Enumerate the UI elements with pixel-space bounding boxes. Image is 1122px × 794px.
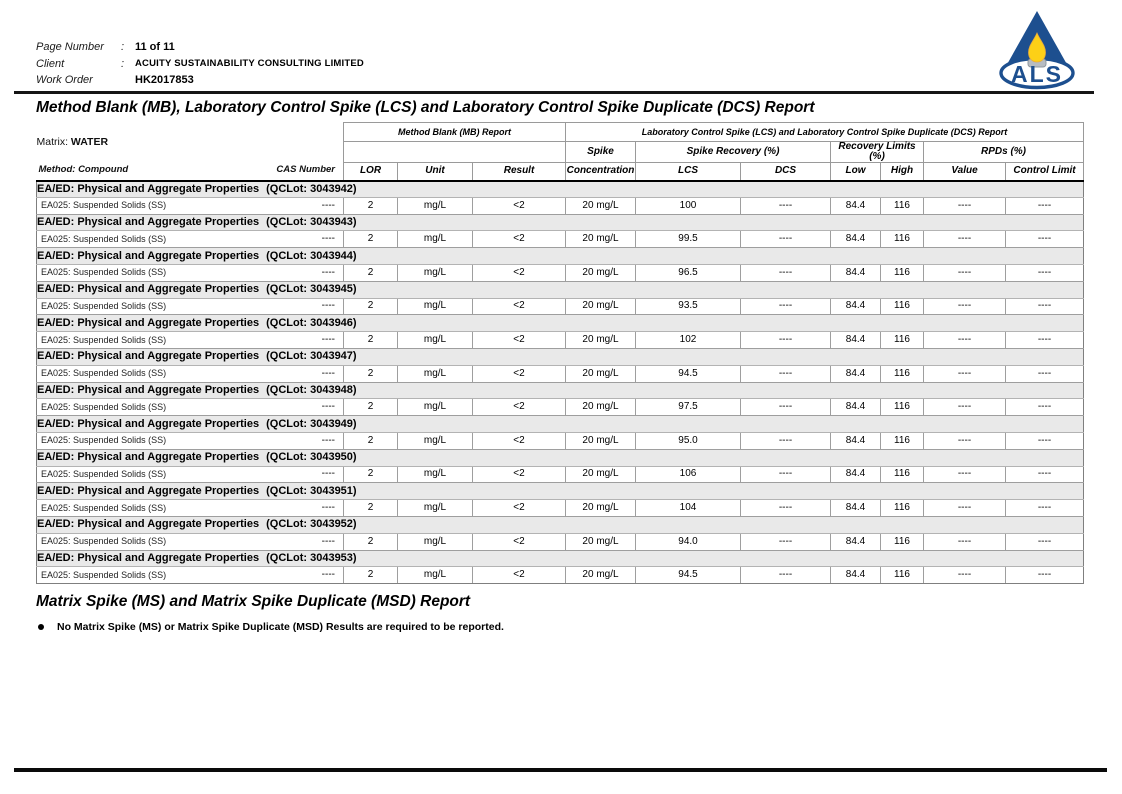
lor-value: 2 [344,567,398,584]
dcs-recovery-value: ---- [741,432,831,449]
qc-group-header-row [37,449,1084,466]
rpd-value: ---- [924,231,1006,248]
recovery-limit-low-value: 84.4 [831,567,881,584]
result-value: <2 [473,264,566,281]
spike-concentration-value: 20 mg/L [566,298,636,315]
qc-group-header-cell [37,214,1084,231]
lor-value: 2 [344,533,398,550]
unit-value: mg/L [398,466,473,483]
qc-group-header-row [37,214,1084,231]
result-value: <2 [473,197,566,214]
qc-group-header-cell [37,315,1084,332]
ms-report-bullet-text: No Matrix Spike (MS) or Matrix Spike Duplicate (MSD) Results are required to be reported. [57,621,504,633]
col-group-rpds: RPDs (%) [924,142,1084,163]
compound-name: EA025: Suspended Solids (SS) [41,368,167,379]
result-value: <2 [473,332,566,349]
unit-value: mg/L [398,533,473,550]
compound-name: EA025: Suspended Solids (SS) [41,536,167,547]
matrix-value: WATER [70,136,109,149]
recovery-limit-high-value: 116 [881,231,924,248]
compound-cell [37,533,344,550]
col-header-dcs: DCS [741,163,831,181]
header-field-separator: : [121,57,125,70]
unit-value: mg/L [398,365,473,382]
qc-group-header-row [37,348,1084,365]
dcs-recovery-value: ---- [741,466,831,483]
qc-lot-number: (QCLot: 3043952) [266,518,357,531]
compound-name: EA025: Suspended Solids (SS) [41,435,167,446]
rpd-value: ---- [924,567,1006,584]
rpd-value: ---- [924,466,1006,483]
recovery-limit-high-value: 116 [881,365,924,382]
spike-concentration-value: 20 mg/L [566,500,636,517]
rpd-control-limit-value: ---- [1006,197,1084,214]
recovery-limit-high-value: 116 [881,332,924,349]
analyte-row [37,466,1084,483]
result-value: <2 [473,399,566,416]
rpd-value: ---- [924,298,1006,315]
recovery-limit-high-value: 116 [881,432,924,449]
col-header-high: High [881,163,924,181]
compound-cell [37,197,344,214]
rpd-control-limit-value: ---- [1006,567,1084,584]
cas-number-value: ---- [321,569,335,581]
compound-cell [37,399,344,416]
qc-group-title: EA/ED: Physical and Aggregate Properties [37,417,260,430]
qc-group-header-row [37,416,1084,433]
cas-number-value: ---- [321,401,335,413]
lor-value: 2 [344,231,398,248]
rpd-value: ---- [924,197,1006,214]
col-header-lor: LOR [344,163,398,181]
compound-name: EA025: Suspended Solids (SS) [41,569,167,580]
qc-table-body [37,181,1084,584]
lor-value: 2 [344,365,398,382]
work-order-value: HK2017853 [135,74,194,87]
ms-report-bullet-item [38,621,504,633]
compound-name: EA025: Suspended Solids (SS) [41,300,167,311]
lor-value: 2 [344,466,398,483]
lcs-recovery-value: 97.5 [636,399,741,416]
analyte-row [37,332,1084,349]
lor-value: 2 [344,500,398,517]
dcs-recovery-value: ---- [741,500,831,517]
qc-table-wrap [36,122,1084,584]
lor-value: 2 [344,432,398,449]
header-field-separator: : [121,41,125,54]
lor-value: 2 [344,197,398,214]
qc-group-header-cell [37,348,1084,365]
recovery-limit-low-value: 84.4 [831,432,881,449]
spike-concentration-value: 20 mg/L [566,264,636,281]
rpd-value: ---- [924,365,1006,382]
rpd-value: ---- [924,332,1006,349]
compound-name: EA025: Suspended Solids (SS) [41,468,167,479]
recovery-limit-low-value: 84.4 [831,231,881,248]
lor-value: 2 [344,298,398,315]
recovery-limit-low-value: 84.4 [831,466,881,483]
recovery-limit-low-value: 84.4 [831,197,881,214]
col-group-spike-recovery: Spike Recovery (%) [636,142,831,163]
dcs-recovery-value: ---- [741,231,831,248]
recovery-limit-high-value: 116 [881,500,924,517]
qc-table-header [37,123,1084,181]
lcs-recovery-value: 95.0 [636,432,741,449]
header-field-label: Work Order [36,74,93,87]
spike-concentration-value: 20 mg/L [566,432,636,449]
qc-group-header-row [37,181,1084,198]
compound-cell [37,298,344,315]
unit-value: mg/L [398,432,473,449]
header-field-label: Page Number [36,41,104,54]
analyte-row [37,399,1084,416]
dcs-recovery-value: ---- [741,197,831,214]
recovery-limit-high-value: 116 [881,533,924,550]
cas-number-value: ---- [321,266,335,278]
compound-cell [37,365,344,382]
lcs-recovery-value: 102 [636,332,741,349]
dcs-recovery-value: ---- [741,365,831,382]
spike-concentration-value: 20 mg/L [566,567,636,584]
cas-number-value: ---- [321,502,335,514]
dcs-recovery-value: ---- [741,399,831,416]
cas-number-value: ---- [321,468,335,480]
lcs-recovery-value: 99.5 [636,231,741,248]
compound-cell [37,500,344,517]
lcs-recovery-value: 94.0 [636,533,741,550]
recovery-limit-high-value: 116 [881,197,924,214]
dcs-recovery-value: ---- [741,298,831,315]
result-value: <2 [473,365,566,382]
compound-cell [37,332,344,349]
qc-group-header-row [37,248,1084,265]
qc-group-title: EA/ED: Physical and Aggregate Properties [37,249,260,262]
rpd-control-limit-value: ---- [1006,231,1084,248]
dcs-recovery-value: ---- [741,567,831,584]
qc-group-title: EA/ED: Physical and Aggregate Properties [37,215,260,228]
analyte-row [37,432,1084,449]
qc-lot-number: (QCLot: 3043951) [266,484,357,497]
qc-lot-number: (QCLot: 3043948) [266,383,357,396]
qc-group-header-cell [37,181,1084,198]
bullet-icon [38,624,44,630]
recovery-limit-high-value: 116 [881,264,924,281]
header-rule [14,91,1094,94]
rpd-control-limit-value: ---- [1006,533,1084,550]
qc-group-header-row [37,382,1084,399]
qc-group-header-row [37,315,1084,332]
compound-cell [37,567,344,584]
report-title: Method Blank (MB), Laboratory Control Spike (LCS) and Laboratory Control Spike Duplicate (DCS) Report [36,99,815,116]
dcs-recovery-value: ---- [741,264,831,281]
rpd-value: ---- [924,264,1006,281]
analyte-row [37,365,1084,382]
page-header [36,39,364,89]
col-header-cas-number: CAS Number [276,164,335,176]
cas-number-value: ---- [321,233,335,245]
qc-group-header-row [37,516,1084,533]
compound-name: EA025: Suspended Solids (SS) [41,233,167,244]
qc-group-title: EA/ED: Physical and Aggregate Properties [37,283,260,296]
lcs-recovery-value: 106 [636,466,741,483]
rpd-control-limit-value: ---- [1006,332,1084,349]
qc-group-header-cell [37,483,1084,500]
spike-concentration-value: 20 mg/L [566,365,636,382]
recovery-limit-high-value: 116 [881,466,924,483]
compound-cell [37,432,344,449]
unit-value: mg/L [398,298,473,315]
col-group-mb-report: Method Blank (MB) Report [344,123,566,142]
recovery-limit-low-value: 84.4 [831,500,881,517]
qc-lot-number: (QCLot: 3043953) [266,551,357,564]
als-logo-text: ALS [1011,61,1063,87]
spike-concentration-value: 20 mg/L [566,231,636,248]
unit-value: mg/L [398,399,473,416]
client-value: ACUITY SUSTAINABILITY CONSULTING LIMITED [135,58,364,70]
compound-cell [37,466,344,483]
cas-number-value: ---- [321,434,335,446]
cas-number-value: ---- [321,334,335,346]
analyte-row [37,533,1084,550]
lor-value: 2 [344,399,398,416]
rpd-value: ---- [924,533,1006,550]
recovery-limit-high-value: 116 [881,298,924,315]
qc-group-header-row [37,550,1084,567]
qc-lot-number: (QCLot: 3043943) [266,215,357,228]
matrix-line [37,123,344,163]
compound-cell [37,231,344,248]
qc-lot-number: (QCLot: 3043950) [266,451,357,464]
analyte-row [37,264,1084,281]
rpd-control-limit-value: ---- [1006,432,1084,449]
compound-cas-header [37,163,344,181]
recovery-limit-low-value: 84.4 [831,399,881,416]
qc-group-title: EA/ED: Physical and Aggregate Properties [37,518,260,531]
page-number-value: 11 of 11 [135,41,175,54]
lcs-recovery-value: 94.5 [636,567,741,584]
compound-cell [37,264,344,281]
compound-name: EA025: Suspended Solids (SS) [41,267,167,278]
col-header-compound: Method: Compound [38,164,129,176]
qc-group-header-cell [37,382,1084,399]
unit-value: mg/L [398,264,473,281]
qc-group-header-cell [37,516,1084,533]
als-logo [997,9,1077,91]
analyte-row [37,197,1084,214]
spike-concentration-value: 20 mg/L [566,332,636,349]
lcs-recovery-value: 104 [636,500,741,517]
recovery-limit-low-value: 84.4 [831,533,881,550]
cas-number-value: ---- [321,300,335,312]
qc-group-header-cell [37,550,1084,567]
result-value: <2 [473,298,566,315]
lor-value: 2 [344,332,398,349]
rpd-control-limit-value: ---- [1006,298,1084,315]
col-header-unit: Unit [398,163,473,181]
unit-value: mg/L [398,567,473,584]
lcs-recovery-value: 100 [636,197,741,214]
result-value: <2 [473,533,566,550]
recovery-limit-low-value: 84.4 [831,264,881,281]
col-header-control-limit: Control Limit [1006,163,1084,181]
recovery-limit-high-value: 116 [881,399,924,416]
qc-group-header-row [37,483,1084,500]
result-value: <2 [473,567,566,584]
rpd-value: ---- [924,432,1006,449]
rpd-control-limit-value: ---- [1006,264,1084,281]
cas-number-value: ---- [321,535,335,547]
col-header-value: Value [924,163,1006,181]
qc-group-title: EA/ED: Physical and Aggregate Properties [37,484,260,497]
lcs-recovery-value: 93.5 [636,298,741,315]
header-field-label: Client [36,57,65,70]
qc-group-header-cell [37,416,1084,433]
mb-header-spacer [344,142,566,163]
qc-table [36,122,1084,584]
unit-value: mg/L [398,231,473,248]
rpd-control-limit-value: ---- [1006,399,1084,416]
unit-value: mg/L [398,197,473,214]
qc-group-title: EA/ED: Physical and Aggregate Properties [37,316,260,329]
spike-concentration-value: 20 mg/L [566,533,636,550]
qc-group-title: EA/ED: Physical and Aggregate Properties [37,551,260,564]
spike-concentration-value: 20 mg/L [566,466,636,483]
qc-group-header-cell [37,281,1084,298]
qc-lot-number: (QCLot: 3043945) [266,283,357,296]
analyte-row [37,567,1084,584]
compound-name: EA025: Suspended Solids (SS) [41,334,167,345]
qc-lot-number: (QCLot: 3043946) [266,316,357,329]
qc-lot-number: (QCLot: 3043942) [266,182,357,195]
col-group-lcs-dcs-report: Laboratory Control Spike (LCS) and Laboratory Control Spike Duplicate (DCS) Report [566,123,1084,142]
matrix-label: Matrix: [36,136,68,149]
lor-value: 2 [344,264,398,281]
col-header-concentration: Concentration [566,163,636,181]
qc-group-title: EA/ED: Physical and Aggregate Properties [37,350,260,363]
compound-name: EA025: Suspended Solids (SS) [41,200,167,211]
result-value: <2 [473,466,566,483]
cas-number-value: ---- [321,199,335,211]
result-value: <2 [473,231,566,248]
qc-group-header-cell [37,248,1084,265]
analyte-row [37,500,1084,517]
compound-name: EA025: Suspended Solids (SS) [41,401,167,412]
rpd-value: ---- [924,399,1006,416]
lcs-recovery-value: 94.5 [636,365,741,382]
dcs-recovery-value: ---- [741,332,831,349]
rpd-control-limit-value: ---- [1006,466,1084,483]
col-header-lcs: LCS [636,163,741,181]
recovery-limit-low-value: 84.4 [831,332,881,349]
qc-group-title: EA/ED: Physical and Aggregate Properties [37,451,260,464]
rpd-value: ---- [924,500,1006,517]
col-header-low: Low [831,163,881,181]
recovery-limit-low-value: 84.4 [831,365,881,382]
qc-group-header-row [37,281,1084,298]
qc-lot-number: (QCLot: 3043947) [266,350,357,363]
qc-group-title: EA/ED: Physical and Aggregate Properties [37,383,260,396]
dcs-recovery-value: ---- [741,533,831,550]
compound-name: EA025: Suspended Solids (SS) [41,502,167,513]
footer-rule [14,768,1107,772]
qc-group-header-cell [37,449,1084,466]
rpd-control-limit-value: ---- [1006,500,1084,517]
unit-value: mg/L [398,500,473,517]
spike-concentration-value: 20 mg/L [566,197,636,214]
ms-report-heading: Matrix Spike (MS) and Matrix Spike Duplicate (MSD) Report [36,593,471,610]
analyte-row [37,231,1084,248]
recovery-limit-high-value: 116 [881,567,924,584]
qc-lot-number: (QCLot: 3043949) [266,417,357,430]
col-header-result: Result [473,163,566,181]
qc-lot-number: (QCLot: 3043944) [266,249,357,262]
qc-group-title: EA/ED: Physical and Aggregate Properties [37,182,260,195]
recovery-limit-low-value: 84.4 [831,298,881,315]
result-value: <2 [473,500,566,517]
spike-concentration-value: 20 mg/L [566,399,636,416]
result-value: <2 [473,432,566,449]
lcs-recovery-value: 96.5 [636,264,741,281]
cas-number-value: ---- [321,367,335,379]
rpd-control-limit-value: ---- [1006,365,1084,382]
col-header-spike: Spike [566,142,636,163]
col-group-recovery-limits: Recovery Limits (%) [831,142,924,163]
unit-value: mg/L [398,332,473,349]
analyte-row [37,298,1084,315]
